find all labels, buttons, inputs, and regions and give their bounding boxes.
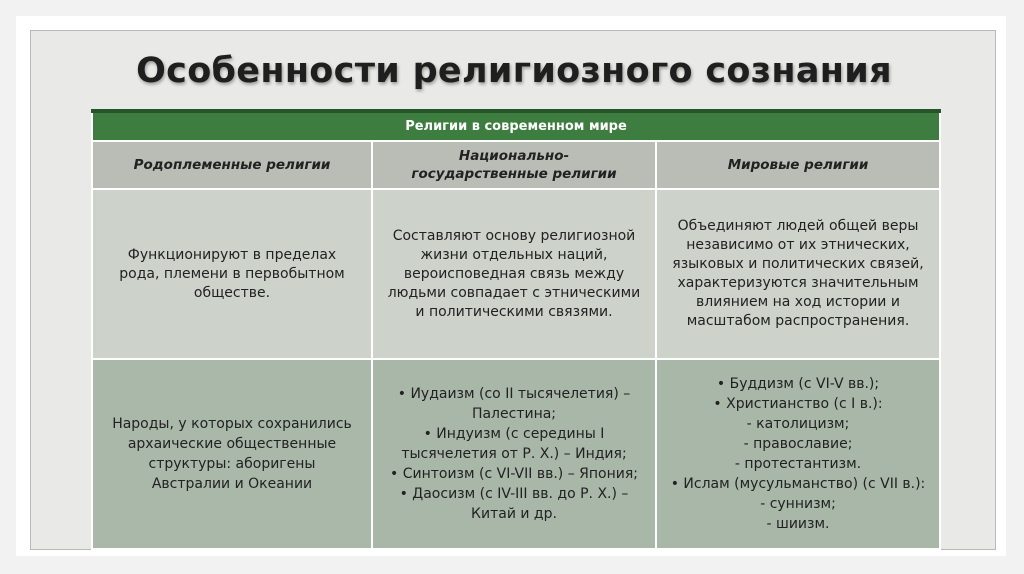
list-item: • Христианство (с I в.): xyxy=(713,396,883,412)
slide-title: Особенности религиозного сознания xyxy=(136,51,892,91)
list-item: - православие; xyxy=(743,436,853,452)
slide xyxy=(16,16,1006,556)
list-item: - суннизм; xyxy=(760,496,836,512)
tribal-examples-text: Народы, у которых сохранились архаические общественные структуры: аборигены Австралии и Океании xyxy=(112,416,352,492)
list-item: - католицизм; xyxy=(746,416,850,432)
table-row-examples xyxy=(92,359,940,549)
cell-world-description xyxy=(656,189,940,359)
cell-world-examples xyxy=(656,359,940,549)
world-description-text: Объединяют людей общей веры независимо от их этнических, языковых и политических связей, характеризуются значительным влиянием на ход истории и масштабом распространения. xyxy=(672,218,924,329)
religions-table xyxy=(91,109,941,550)
table-row-description xyxy=(92,189,940,359)
list-item: • Буддизм (с VI-V вв.); xyxy=(716,376,880,392)
list-item: - протестантизм. xyxy=(734,456,862,472)
list-item: • Иудаизм (со II тысячелетия) – Палестина; xyxy=(397,386,631,422)
list-item: • Даосизм (с IV-III вв. до Р. Х.) – Китай и др. xyxy=(399,486,629,522)
cell-national-examples xyxy=(372,359,656,549)
list-item: • Индуизм (с середины I тысячелетия от Р. Х.) – Индия; xyxy=(401,426,627,462)
list-item: - шиизм. xyxy=(766,516,830,532)
list-item: • Синтоизм (с VI-VII вв.) – Япония; xyxy=(390,466,638,482)
national-religions-list xyxy=(379,384,649,524)
cell-national-description xyxy=(372,189,656,359)
world-religions-list xyxy=(663,374,933,534)
cell-tribal-examples xyxy=(92,359,372,549)
column-header-world: Мировые религии xyxy=(656,141,940,189)
table-header: Религии в современном мире xyxy=(92,111,940,141)
national-description-text: Составляют основу религиозной жизни отдельных наций, вероисповедная связь между людьми совпадает с этническими и политическими связями. xyxy=(387,227,641,320)
list-item: • Ислам (мусульманство) (с VII в.): xyxy=(670,476,926,492)
column-header-tribal: Родоплеменные религии xyxy=(92,141,372,189)
column-header-national-label: Национально-государственные религии xyxy=(411,148,617,182)
column-header-national xyxy=(372,141,656,189)
tribal-description-text: Функционируют в пределах рода, племени в первобытном обществе. xyxy=(119,246,345,301)
slide-frame xyxy=(30,30,996,550)
cell-tribal-description xyxy=(92,189,372,359)
